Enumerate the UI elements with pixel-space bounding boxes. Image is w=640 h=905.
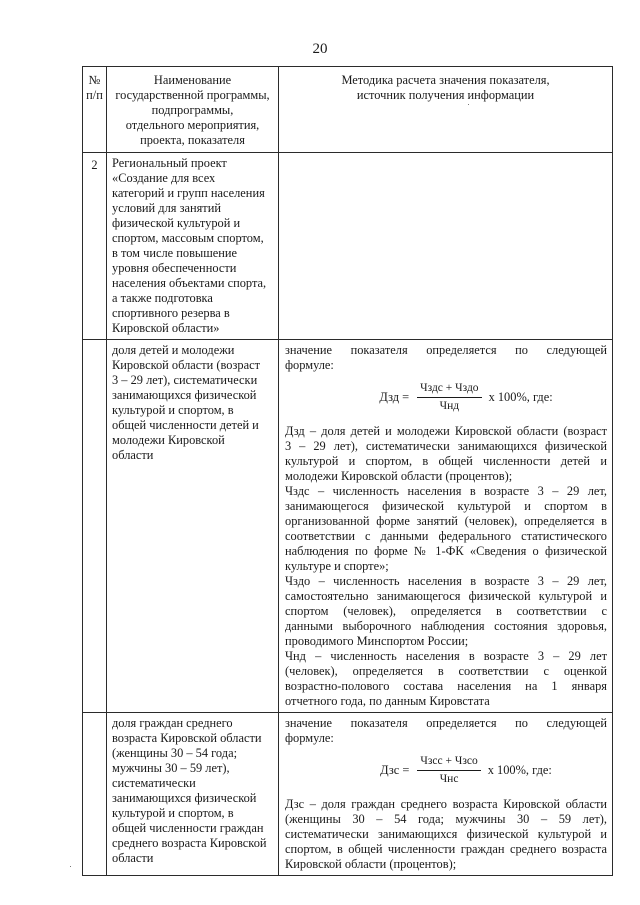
method-line: (человек), определяется в соответствии с оценкой (285, 664, 607, 678)
method-line: Чздс – численность населения в возрасте 3 – 29 лет, (285, 484, 607, 498)
method-line: 3 – 29 лет), систематически занимающихся физической (285, 439, 607, 453)
method-line: наблюдения по форме № 1-ФК «Сведения о физической (285, 544, 607, 558)
method-line: Кировской области (процентов); (285, 857, 457, 871)
empty-method-cell (279, 153, 613, 340)
method-line: соответствии с данными федерального статистического (285, 529, 607, 543)
formula-numerator: Чздс + Чздо (417, 381, 481, 398)
formula-adults (325, 754, 607, 787)
name-line: в том числе повышение (112, 246, 238, 260)
method-line: занимающегося физической культурой и спортом в (285, 499, 607, 513)
name-line: мужчины 30 – 59 лет), (112, 761, 230, 775)
table-header-row (83, 67, 613, 153)
name-line: категорий и групп населения (112, 186, 265, 200)
header-number (83, 67, 107, 153)
formula-numerator: Чзсс + Чзсо (417, 754, 480, 771)
name-line: доля детей и молодежи (112, 343, 235, 357)
table-row (83, 340, 613, 713)
method-line: Чздо – численность населения в возрасте 3 – 29 лет, (285, 574, 607, 588)
formula-lhs: Дзс = (380, 763, 410, 777)
method-line: данными выборочного наблюдения состояния здоровья, (285, 619, 607, 633)
name-line: спортивного резерва в (112, 306, 230, 320)
name-line: области (112, 448, 154, 462)
definition (285, 649, 607, 709)
name-line: уровня обеспеченности (112, 261, 237, 275)
name-line: общей численности граждан (112, 821, 264, 835)
name-line: спортом, массовым спортом, (112, 231, 264, 245)
indicators-table (82, 66, 613, 876)
method-line: Дзд – доля детей и молодежи Кировской области (возраст (285, 424, 607, 438)
method-line: формуле: (285, 358, 334, 372)
row-number: 2 (83, 153, 107, 340)
name-line: области (112, 851, 154, 865)
empty-number-cell (83, 713, 107, 876)
name-line: культурой и спортом, в (112, 806, 234, 820)
header-text: государственной программы, (115, 88, 270, 102)
formula-rhs: x 100%, где: (487, 763, 552, 777)
header-text: п/п (86, 88, 103, 102)
name-line: а также подготовка (112, 291, 213, 305)
indicator-name-adults (107, 713, 279, 876)
definition (285, 797, 607, 872)
method-line: культурой и спортом, в общей численности детей и (285, 454, 607, 468)
name-line: возраста Кировской области (112, 731, 262, 745)
header-text: проекта, показателя (140, 133, 245, 147)
table-row (83, 153, 613, 340)
formula-children (325, 381, 607, 414)
definition (285, 484, 607, 574)
definition (285, 574, 607, 649)
name-line: «Создание для всех (112, 171, 216, 185)
method-line: отчетного года, по данным Кировстата (285, 694, 490, 708)
header-text: отдельного мероприятия, (125, 118, 260, 132)
project-name (107, 153, 279, 340)
header-text: Методика расчета значения показателя, (341, 73, 550, 87)
empty-number-cell (83, 340, 107, 713)
method-line: проводимого Минспортом России; (285, 634, 469, 648)
method-line: Чнд – численность населения в возрасте 3 – 29 лет (285, 649, 607, 663)
header-text: подпрограммы, (151, 103, 234, 117)
method-line: (женщины 30 – 54 года; мужчины 30 – 59 лет), (285, 812, 607, 826)
name-line: Кировской области (возраст (112, 358, 260, 372)
name-line: условий для занятий (112, 201, 221, 215)
name-line: Региональный проект (112, 156, 227, 170)
name-line: доля граждан среднего (112, 716, 233, 730)
scan-speck (468, 104, 469, 105)
name-line: молодежи Кировской (112, 433, 225, 447)
formula-rhs: x 100%, где: (488, 390, 553, 404)
formula-denominator: Чнд (439, 400, 460, 412)
header-text: № (88, 73, 101, 87)
method-line: Дзс – доля граждан среднего возраста Кировской области (285, 797, 607, 811)
method-line: самостоятельно занимающегося физической культурой и (285, 589, 607, 603)
formula-lhs: Дзд = (379, 390, 410, 404)
name-line: культурой и спортом, в (112, 403, 234, 417)
name-line: среднего возраста Кировской (112, 836, 267, 850)
method-children (279, 340, 613, 713)
name-line: Кировской области» (112, 321, 220, 335)
name-line: (женщины 30 – 54 года; (112, 746, 238, 760)
method-line: значение показателя определяется по следующей (285, 343, 607, 357)
method-line: формуле: (285, 731, 334, 745)
indicator-name-children (107, 340, 279, 713)
header-name (107, 67, 279, 153)
method-line: систематически занимающихся физической культурой и (285, 827, 607, 841)
name-line: общей численности детей и (112, 418, 259, 432)
method-line: молодежи Кировской области (процентов); (285, 469, 513, 483)
scan-speck (70, 866, 71, 867)
header-method (279, 67, 613, 153)
formula-fraction (417, 381, 481, 414)
header-text: Наименование (153, 73, 232, 87)
header-text: источник получения информации (356, 88, 535, 102)
method-line: культуре и спорте»; (285, 559, 389, 573)
name-line: населения объектами спорта, (112, 276, 267, 290)
method-line: значение показателя определяется по следующей (285, 716, 607, 730)
method-line: возрастно-полового состава населения на 1 января (285, 679, 607, 693)
method-line: спортом, в общей численности граждан среднего возраста (285, 842, 607, 856)
page-number: 20 (312, 41, 328, 57)
name-line: 3 – 29 лет), систематически (112, 373, 258, 387)
formula-fraction (417, 754, 480, 787)
definition (285, 424, 607, 484)
name-line: занимающихся физической (112, 388, 257, 402)
name-line: занимающихся физической (112, 791, 257, 805)
method-adults (279, 713, 613, 876)
table-row (83, 713, 613, 876)
name-line: систематически (112, 776, 196, 790)
formula-denominator: Чнс (439, 773, 459, 785)
method-line: организованной форме занятий (человек), определяется в (285, 514, 607, 528)
name-line: физической культурой и (112, 216, 241, 230)
method-line: спортом (человек), определяется в соответствии с (285, 604, 607, 618)
